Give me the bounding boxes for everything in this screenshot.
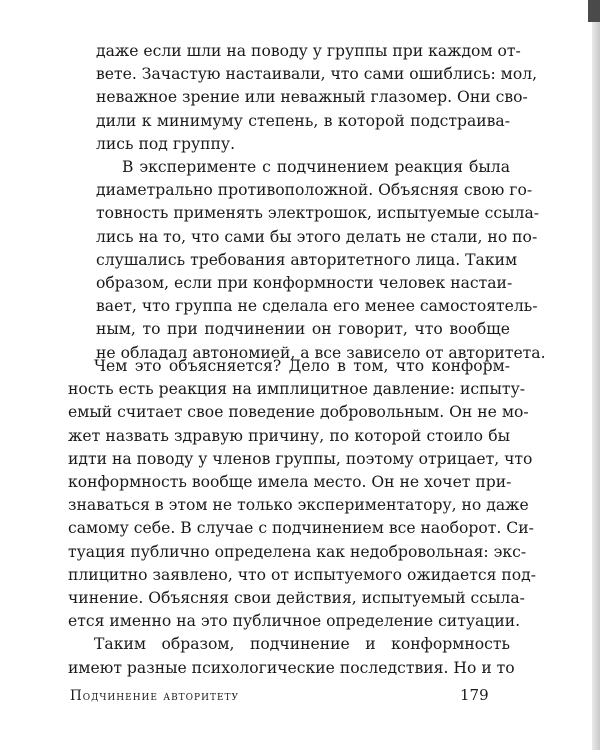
text-line: Таким образом, подчинение и конформность [94,635,510,654]
text-line: образом, если при конформности человек настаи- [96,274,513,293]
quote-paragraph [96,156,546,365]
page-number: 179 [460,686,489,704]
body-paragraph [68,633,515,679]
text-line: диаметрально противоположной. Объясняя свою го- [96,181,533,200]
text-line: дили к минимуму степень, в которой подстраива- [96,111,510,130]
text-line: конформность вообще имела место. Он не хочет при- [68,473,512,492]
quote-block [96,40,546,365]
quote-paragraph [96,40,538,156]
text-line: даже если шли на поводу у группы при каждом от- [96,42,521,60]
page-edge-shadow [588,0,600,22]
text-line: слушались требования авторитетного лица. Таким [96,250,518,269]
running-title: Подчинение авторитету [70,688,240,704]
main-text-block [68,355,537,680]
body-paragraph [68,355,537,633]
text-line: вете. Зачастую настаивали, что сами ошиблись: мол, [96,65,538,84]
text-line: лись под группу. [96,134,236,153]
text-line: туация публично определена как недобровольная: экс- [68,542,527,561]
text-line: товность применять электрошок, испытуемые ссыла- [96,204,540,223]
text-line: знаваться в этом не только экспериментатору, но даже [68,496,529,515]
text-line: Чем это объясняется? Дело в том, что конформ- [94,357,510,375]
text-line: идти на поводу у членов группы, поэтому отрицает, что [68,449,533,468]
text-line: ным, то при подчинении он говорит, что вообще [96,320,510,339]
text-line: неважное зрение или неважный глазомер. Они сво- [96,88,528,107]
text-line: емый считает свое поведение добровольным. Он не мо- [68,403,529,422]
text-line: лись на то, что сами бы этого делать не стали, но по- [96,227,538,246]
text-line: ется именно на это публичное определение ситуации. [68,612,521,631]
text-line: ность есть реакция на имплицитное давление: испыту- [68,380,526,399]
page-edge [592,0,600,750]
text-line: жет назвать здравую причину, по которой стоило бы [68,426,510,445]
text-line: не обладал автономией, а все зависело от авторитета. [96,343,546,362]
text-line: имеют разные психологические последствия. Но и то [68,658,515,677]
text-line: чинение. Объясняя свои действия, испытуемый ссыла- [68,589,525,608]
text-line: самому себе. В случае с подчинением все наоборот. Си- [68,519,534,538]
text-line: плицитно заявлено, что от испытуемого ожидается под- [68,565,537,584]
text-line: вает, что группа не сделала его менее самостоятель- [96,297,538,316]
text-line: В эксперименте с подчинением реакция была [122,158,510,177]
